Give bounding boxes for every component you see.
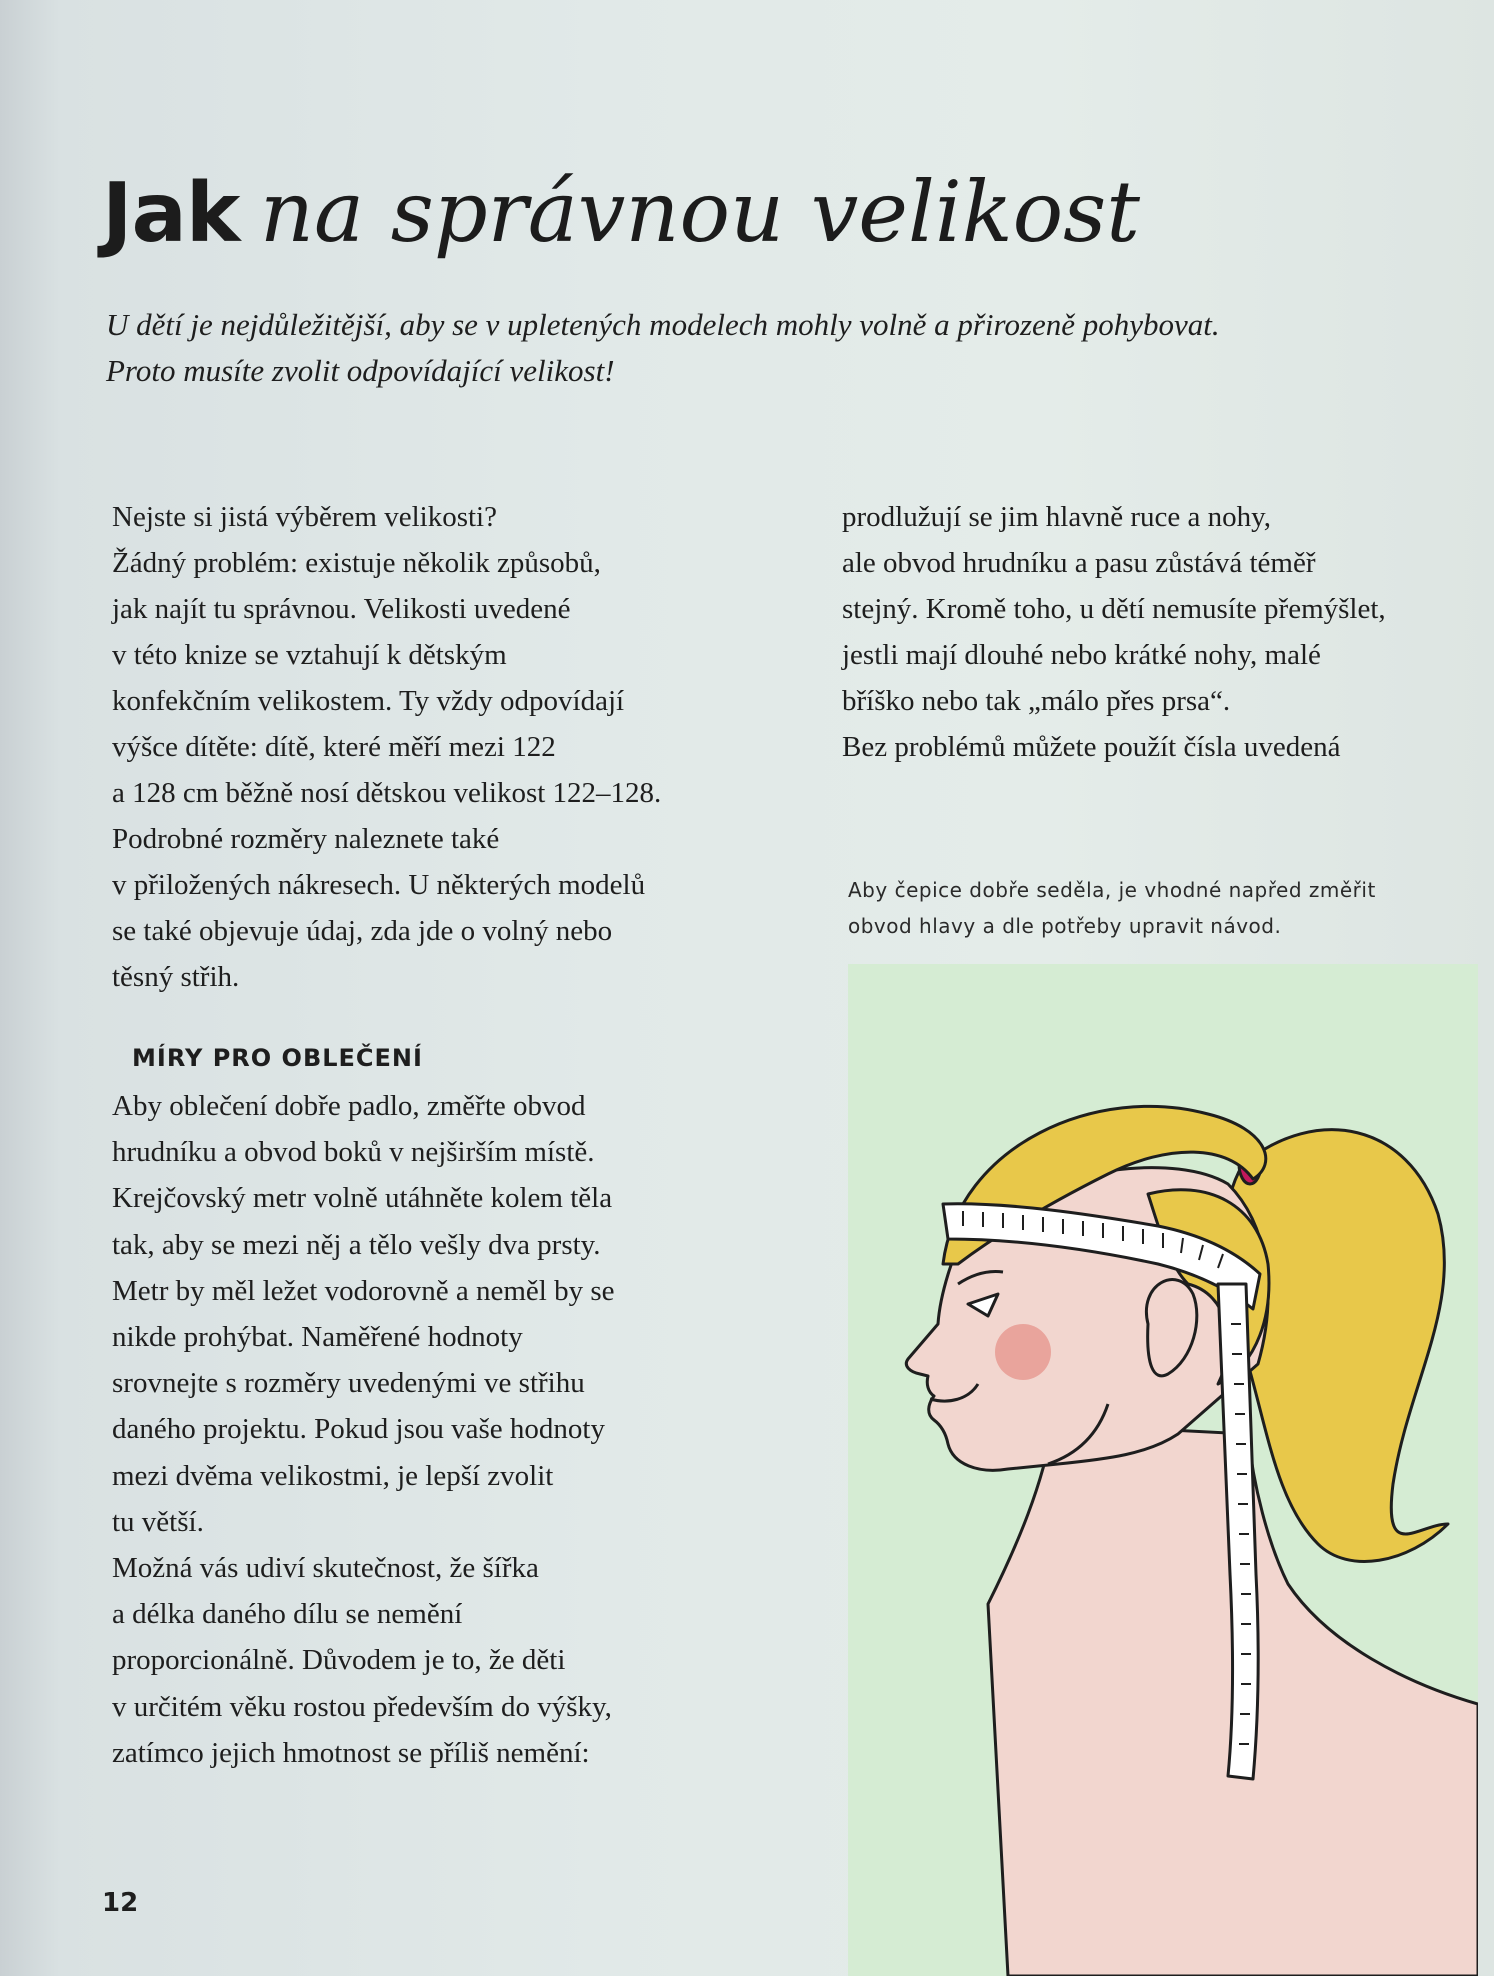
caption-line: obvod hlavy a dle potřeby upravit návod. <box>848 914 1282 938</box>
text-line: daného projektu. Pokud jsou vaše hodnoty <box>112 1413 605 1446</box>
text-line: Metr by měl ležet vodorovně a neměl by se <box>112 1274 615 1307</box>
cheek-blush <box>995 1324 1051 1380</box>
illustration-caption <box>848 872 1448 944</box>
head-measurement-illustration <box>848 964 1478 1976</box>
text-line: Podrobné rozměry naleznete také <box>112 823 500 855</box>
intro-line: U dětí je nejdůležitější, aby se v upletených modelech mohly volně a přirozeně pohybovat. <box>106 307 1220 342</box>
text-line: těsný střih. <box>112 961 240 993</box>
text-line: tak, aby se mezi něj a tělo vešly dva prsty. <box>112 1228 601 1261</box>
text-line: ale obvod hrudníku a pasu zůstává téměř <box>842 547 1316 579</box>
text-line: nikde prohýbat. Naměřené hodnoty <box>112 1321 523 1354</box>
title-bold-part: Jak <box>102 166 240 261</box>
text-line: bříško nebo tak „málo přes prsa“. <box>842 685 1231 717</box>
intro-text <box>106 302 1426 394</box>
text-line: prodlužují se jim hlavně ruce a nohy, <box>842 501 1271 533</box>
text-line: se také objevuje údaj, zda jde o volný nebo <box>112 915 613 947</box>
text-line: konfekčním velikostem. Ty vždy odpovídají <box>112 685 625 717</box>
text-line: v určitém věku rostou především do výšky, <box>112 1690 612 1723</box>
left-column-text <box>112 494 802 1000</box>
text-line: a délka daného dílu se nemění <box>112 1598 463 1631</box>
text-line: Krejčovský metr volně utáhněte kolem těla <box>112 1182 613 1215</box>
text-line: mezi dvěma velikostmi, je lepší zvolit <box>112 1459 554 1492</box>
page-title <box>102 163 1141 261</box>
text-line: Bez problémů můžete použít čísla uvedená <box>842 731 1341 763</box>
section-body-text <box>112 1083 802 1776</box>
text-line: hrudníku a obvod boků v nejširším místě. <box>112 1136 595 1169</box>
right-column-text <box>842 494 1482 770</box>
title-italic-part: na správnou velikost <box>259 163 1141 261</box>
page-number: 12 <box>102 1888 139 1918</box>
text-line: Možná vás udiví skutečnost, že šířka <box>112 1552 539 1585</box>
text-line: jak najít tu správnou. Velikosti uvedené <box>112 593 571 625</box>
text-line: zatímco jejich hmotnost se příliš nemění: <box>112 1736 590 1769</box>
text-line: stejný. Kromě toho, u dětí nemusíte přemýšlet, <box>842 593 1386 625</box>
text-line: v této knize se vztahují k dětským <box>112 639 507 671</box>
text-line: tu větší. <box>112 1505 204 1538</box>
girl-head-drawing <box>848 964 1478 1976</box>
text-line: Aby oblečení dobře padlo, změřte obvod <box>112 1090 586 1122</box>
text-line: Žádný problém: existuje několik způsobů, <box>112 547 601 579</box>
text-line: proporcionálně. Důvodem je to, že děti <box>112 1644 566 1677</box>
text-line: srovnejte s rozměry uvedenými ve střihu <box>112 1367 585 1400</box>
text-line: a 128 cm běžně nosí dětskou velikost 122–128. <box>112 777 662 809</box>
text-line: Nejste si jistá výběrem velikosti? <box>112 501 497 533</box>
text-line: v přiložených nákresech. U některých modelů <box>112 869 646 901</box>
text-line: jestli mají dlouhé nebo krátké nohy, malé <box>842 639 1321 671</box>
intro-line: Proto musíte zvolit odpovídající velikost! <box>106 353 615 388</box>
section-heading: MÍRY PRO OBLEČENÍ <box>132 1044 423 1072</box>
caption-line: Aby čepice dobře seděla, je vhodné napřed změřit <box>848 878 1376 902</box>
text-line: výšce dítěte: dítě, které měří mezi 122 <box>112 731 556 763</box>
